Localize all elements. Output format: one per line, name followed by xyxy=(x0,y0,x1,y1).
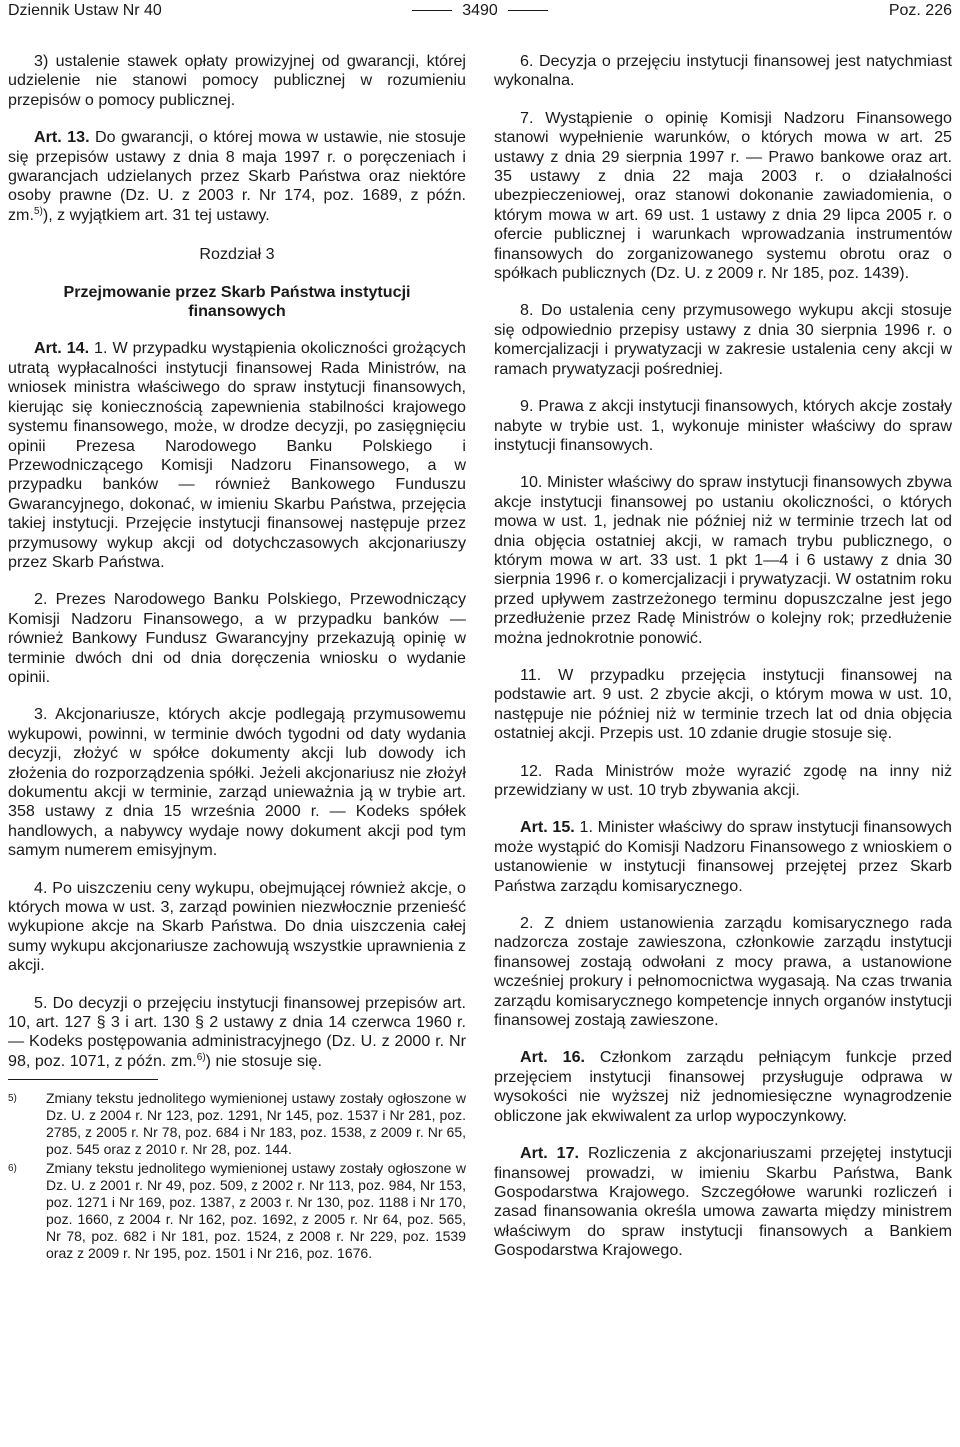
footnote-ref-5: 5) xyxy=(33,205,43,217)
article-13-label: Art. 13. xyxy=(34,128,90,147)
position-number: Poz. 226 xyxy=(888,2,952,19)
article-14-par-5-a: 5. Do decyzji o przejęciu instytucji finansowej przepisów art. 10, art. 127 § 3 i art. 130 § 2 ustawy z dnia 14 czerwca 1960 r. — Kodeks postępowania administracyjnego (Dz. U. z 2000 r. Nr 98, poz. 1071, z późn. zm. xyxy=(8,993,466,1070)
paragraph-item-3: 3) ustalenie stawek opłaty prowizyjnej od gwarancji, której udzielenie nie stanowi pomocy publicznej w rozumieniu przepisów o pomocy publicznej. xyxy=(8,52,466,109)
page-number xyxy=(8,2,952,20)
page-header xyxy=(8,0,952,28)
article-14-par-4: 4. Po uiszczeniu ceny wykupu, obejmującej również akcje, o których mowa w ust. 3, zarząd powinien niezwłocznie przenieść wykupione akcje na Skarb Państwa. Do dnia uiszczenia całej sumy wykupu akcjonariusze zachowują wszystkie uprawnienia z akcji. xyxy=(8,878,466,975)
rule-right xyxy=(508,10,548,11)
footnote-6 xyxy=(8,1160,466,1262)
article-17 xyxy=(494,1144,952,1260)
footnote-5 xyxy=(8,1090,466,1158)
article-16-text: Członkom zarządu pełniącym funkcje przed przejęciem instytucji finansowej przysługuje odprawa w wysokości nie wyższej niż jednomiesięczne wynagrodzenie obliczone jak ekwiwalent za urlop wypoczynkowy. xyxy=(494,1048,953,1125)
article-14-par-6: 6. Decyzja o przejęciu instytucji finansowej jest natychmiast wykonalna. xyxy=(494,52,952,90)
left-column xyxy=(8,52,466,1264)
chapter-title: Przejmowanie przez Skarb Państwa instytucji finansowych xyxy=(63,282,411,321)
article-15-label: Art. 15. xyxy=(520,818,575,837)
page-number-text: 3490 xyxy=(462,2,498,19)
footnote-5-mark: 5) xyxy=(8,1093,17,1105)
journal-title: Dziennik Ustaw Nr 40 xyxy=(8,2,162,19)
article-16 xyxy=(494,1048,952,1126)
article-13-text-a: Do gwarancji, o której mowa w ustawie, nie stosuje się przepisów ustawy z dnia 8 maja 1997 r. o poręczeniach i gwarancjach udzielanych przez Skarb Państwa oraz niektóre osoby prawne (Dz. U. z 2003 r. Nr 174, poz. 1689, z późn. zm. xyxy=(8,128,466,224)
article-14-par-1: 1. W przypadku wystąpienia okoliczności grożących utratą wypłacalności instytucji finansowej Rada Ministrów, na wniosek ministra właściwego do spraw instytucji finansowych, kierując się koniecznością zapewnienia stabilności krajowego systemu finansowego, może, w drodze decyzji, po zasięgnięciu opinii Prezesa Narodowego Banku Polskiego i Przewodniczącego Komisji Nadzoru Finansowego, a w przypadku banków — również Bankowego Funduszu Gwarancyjnego, dokonać, w imieniu Skarbu Państwa, przejęcia takiej instytucji. Przejęcie instytucji finansowej następuje przez przymusowy wykup akcji od dotychczasowych akcjonariuszy przez Skarb Państwa. xyxy=(8,339,467,571)
article-13 xyxy=(8,128,466,225)
article-14-par-8: 8. Do ustalenia ceny przymusowego wykupu akcji stosuje się odpowiednio przepisy ustawy z dnia 30 sierpnia 1996 r. o komercjalizacji i prywatyzacji w zakresie ustalenia ceny akcji w ramach prywatyzacji pośredniej. xyxy=(494,301,952,378)
chapter-heading: Rozdział 3 xyxy=(199,245,275,264)
footnote-6-mark: 6) xyxy=(8,1163,17,1175)
article-14-par-2: 2. Prezes Narodowego Banku Polskiego, Przewodniczący Komisji Nadzoru Finansowego, a w przypadku banków — również Bankowy Fundusz Gwarancyjny przekazują opinię w terminie dwóch dni od dnia doręczenia wniosku o wydanie opinii. xyxy=(8,590,466,686)
article-14-par-3: 3. Akcjonariusze, których akcje podlegają przymusowemu wykupowi, powinni, w terminie dwóch tygodni od daty wydania decyzji, złożyć w spółce dokumenty akcji lub dowody ich złożenia do rozporządzenia spółki. Jeżeli akcjonariusz nie złożył dokumentu akcji w terminie, zarząd unieważnia ją w trybie art. 358 ustawy z dnia 15 września 2000 r. — Kodeks spółek handlowych, a nabywcy wydaje nowy dokument akcji pod tym samym numerem emisyjnym. xyxy=(8,705,466,860)
article-14 xyxy=(8,339,466,572)
article-14-par-11: 11. W przypadku przejęcia instytucji finansowej na podstawie art. 9 ust. 2 zbycie akcji, o którym mowa w ust. 10, następuje nie później niż w terminie trzech lat od dnia objęcia ostatniej akcji. Przepis ust. 10 zdanie drugie stosuje się. xyxy=(494,665,952,743)
article-14-label: Art. 14. xyxy=(34,339,90,358)
article-14-par-5-b: ) nie stosuje się. xyxy=(205,1051,322,1070)
footnote-separator xyxy=(8,1079,158,1080)
rule-left xyxy=(412,10,452,11)
article-16-label: Art. 16. xyxy=(520,1048,585,1067)
article-14-par-10: 10. Minister właściwy do spraw instytucji finansowych zbywa akcje instytucji finansowej po ustaniu okoliczności, o których mowa w ust. 1, jednak nie później niż w terminie trzech lat od dnia objęcia ostatniej akcji, w ramach trybu publicznego, o którym mowa w art. 33 ust. 1 pkt 1—4 i 6 ustawy z dnia 30 sierpnia 1996 r. o komercjalizacji i prywatyzacji. W ostatnim roku przed upływem zastrzeżonego terminu dopuszczalne jest jego przedłużenie przez Radę Ministrów o kolejny rok; przedłużenie można jednokrotnie ponowić. xyxy=(494,473,952,647)
article-17-label: Art. 17. xyxy=(520,1144,580,1163)
article-13-text-b: ), z wyjątkiem art. 31 tej ustawy. xyxy=(42,205,270,224)
article-14-par-12: 12. Rada Ministrów może wyrazić zgodę na inny niż przewidziany w ust. 10 tryb zbywania akcji. xyxy=(494,761,952,799)
footnote-5-text: Zmiany tekstu jednolitego wymienionej ustawy zostały ogłoszone w Dz. U. z 2004 r. Nr 123, poz. 1291, Nr 145, poz. 1537 i Nr 281, poz. 2785, z 2005 r. Nr 78, poz. 684 i Nr 183, poz. 1538, z 2009 r. Nr 65, poz. 545 oraz z 2010 r. Nr 28, poz. 144. xyxy=(46,1090,466,1158)
article-15 xyxy=(494,818,952,896)
article-15-par-2: 2. Z dniem ustanowienia zarządu komisarycznego rada nadzorcza zostaje zawieszona, członkowie zarządu instytucji finansowej zostają odwołani z mocy prawa, a ustanowione wcześniej prokury i pełnomocnictwa wygasają. Na czas trwania zarządu komisarycznego kompetencje innych organów instytucji finansowej zostają zawieszone. xyxy=(494,914,952,1030)
article-15-par-1: 1. Minister właściwy do spraw instytucji finansowych może wystąpić do Komisji Nadzoru Finansowego z wnioskiem o ustanowienie w instytucji finansowej przejętej przez Skarb Państwa zarządu komisarycznego. xyxy=(494,818,953,895)
right-column xyxy=(494,52,952,1279)
footnote-6-text: Zmiany tekstu jednolitego wymienionej ustawy zostały ogłoszone w Dz. U. z 2001 r. Nr 49, poz. 509, z 2002 r. Nr 113, poz. 984, Nr 153, poz. 1271 i Nr 169, poz. 1387, z 2003 r. Nr 130, poz. 1188 i Nr 170, poz. 1660, z 2004 r. Nr 162, poz. 1692, z 2005 r. Nr 64, poz. 565, Nr 78, poz. 682 i Nr 181, poz. 1524, z 2008 r. Nr 229, poz. 1539 oraz z 2009 r. Nr 195, poz. 1501 i Nr 216, poz. 1676. xyxy=(46,1160,466,1262)
footnote-ref-6: 6) xyxy=(196,1051,206,1063)
article-14-par-9: 9. Prawa z akcji instytucji finansowych, których akcje zostały nabyte w trybie ust. 1, wykonuje minister właściwy do spraw instytucji finansowych. xyxy=(494,397,952,454)
article-17-text: Rozliczenia z akcjonariuszami przejętej instytucji finansowej prowadzi, w imieniu Skarbu Państwa, Bank Gospodarstwa Krajowego. Szczegółowe warunki rozliczeń i zasad finansowania określa umowa zawarta między ministrem właściwym do spraw instytucji finansowych a Bankiem Gospodarstwa Krajowego. xyxy=(494,1144,952,1260)
article-14-par-5 xyxy=(8,994,466,1072)
article-14-par-7: 7. Wystąpienie o opinię Komisji Nadzoru Finansowego stanowi wypełnienie warunków, o których mowa w art. 25 ustawy z dnia 29 sierpnia 1997 r. — Prawo bankowe oraz art. 35 ustawy z dnia 22 maja 2003 r. o działalności ubezpieczeniowej, oraz stanowi dokonanie zawiadomienia, o którym mowa w art. 69 ust. 1 ustawy z dnia 29 lipca 2005 r. o ofercie publicznej i warunkach wprowadzania instrumentów finansowych do zorganizowanego systemu obrotu oraz o spółkach publicznych (Dz. U. z 2009 r. Nr 185, poz. 1439). xyxy=(494,108,952,283)
